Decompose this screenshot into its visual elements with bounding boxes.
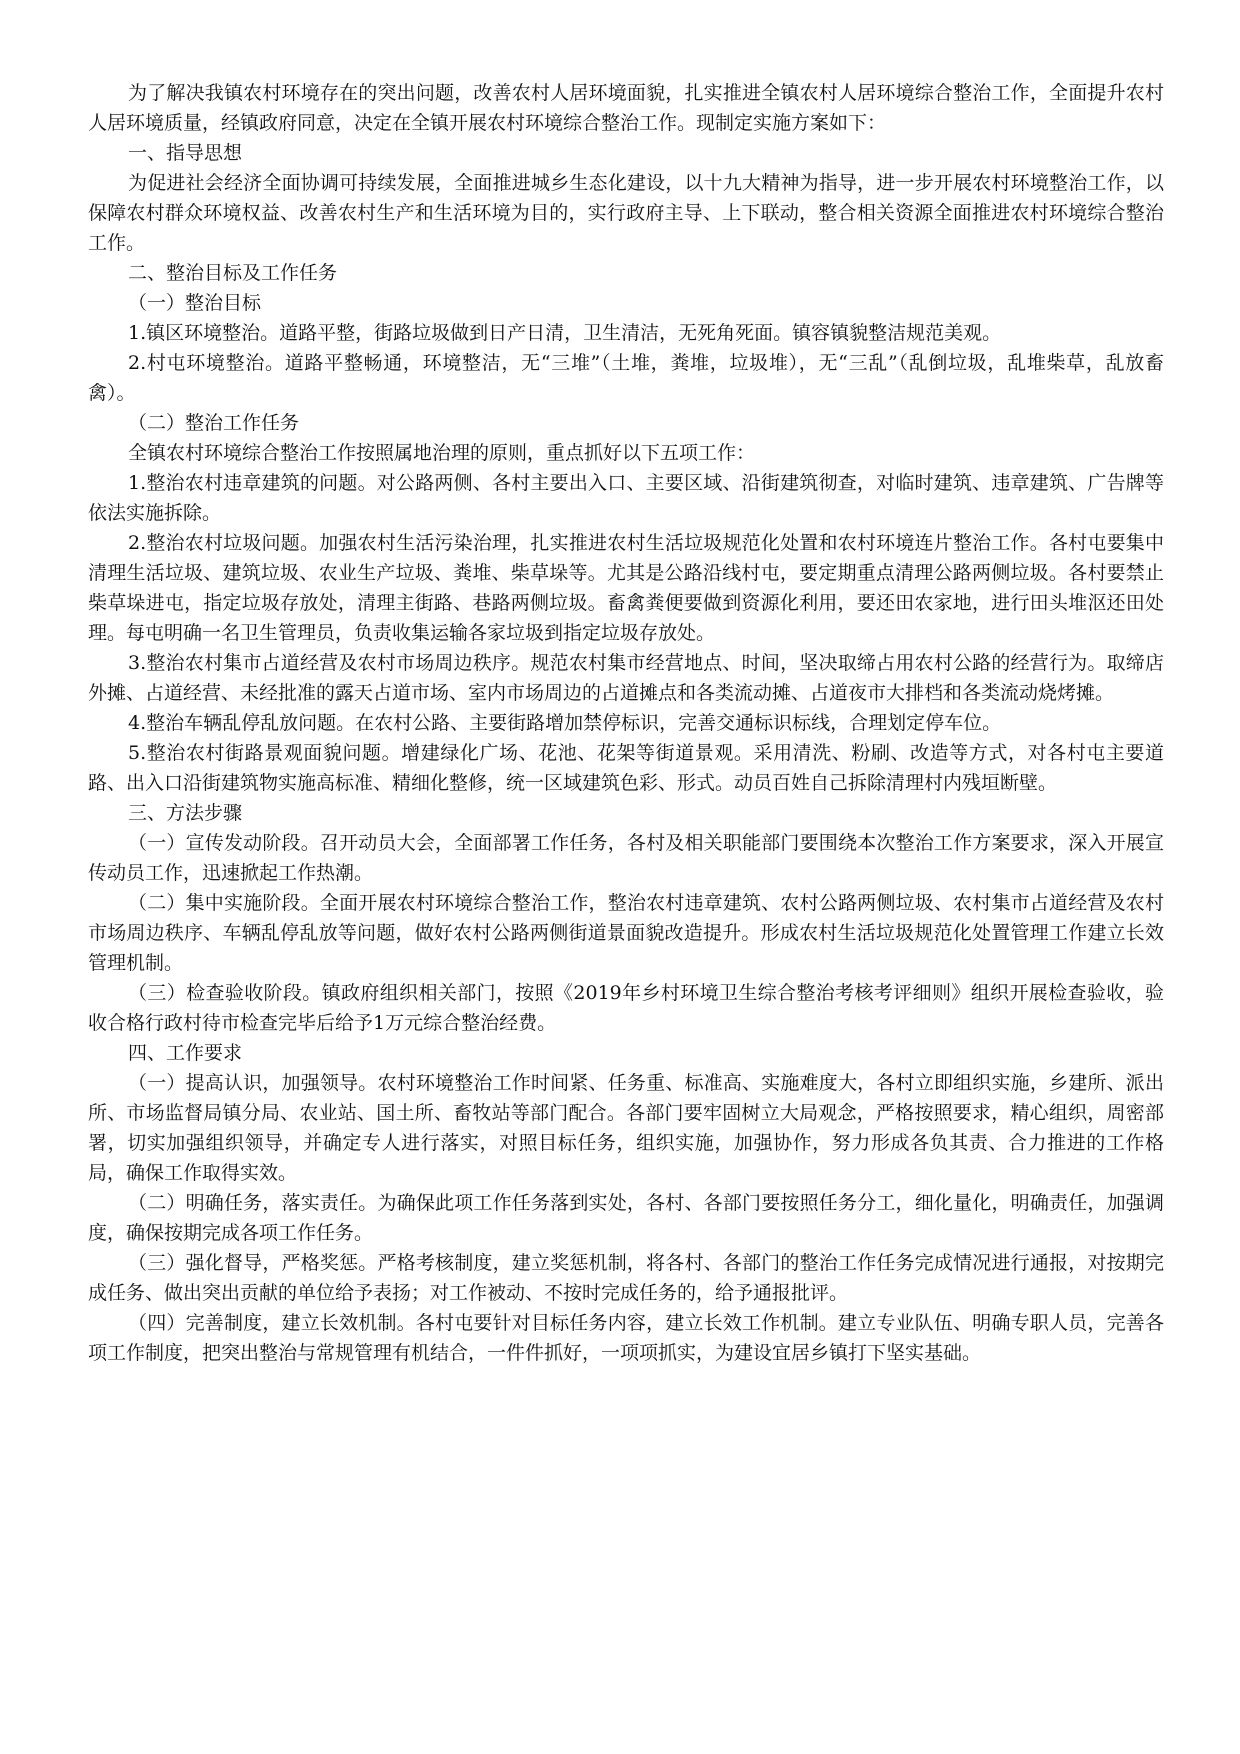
goal-item-town: 1.镇区环境整治。道路平整，街路垃圾做到日产日清，卫生清洁，无死角死面。镇容镇貌整洁规范美观。 xyxy=(128,322,1002,344)
task-item-illegal-buildings: 1.整治农村违章建筑的问题。对公路两侧、各村主要出入口、主要区域、沿街建筑彻查，对临时建筑、违章建筑、广告牌等依法实施拆除。 xyxy=(88,472,1164,524)
goal-item-village: 2.村屯环境整治。道路平整畅通，环境整洁，无“三堆”（土堆，粪堆，垃圾堆），无“三乱”（乱倒垃圾，乱堆柴草，乱放畜禽）。 xyxy=(88,352,1164,404)
section-heading-guiding-ideology: 一、指导思想 xyxy=(128,142,243,164)
task-item-garbage: 2.整治农村垃圾问题。加强农村生活污染治理，扎实推进农村生活垃圾规范化处置和农村环境连片整治工作。各村屯要集中清理生活垃圾、建筑垃圾、农业生产垃圾、粪堆、柴草垛等。尤其是公路沿线村屯，要定期重点清理公路两侧垃圾。各村要禁止柴草垛进屯，指定垃圾存放处，清理主街路、巷路两侧垃圾。畜禽粪便要做到资源化利用，要还田农家地，进行田头堆沤还田处理。每屯明确一名卫生管理员，负责收集运输各家垃圾到指定垃圾存放处。 xyxy=(88,532,1164,644)
task-item-parking: 4.整治车辆乱停乱放问题。在农村公路、主要街路增加禁停标识，完善交通标识标线，合理划定停车位。 xyxy=(128,712,1002,734)
task-item-streetscape: 5.整治农村街路景观面貌问题。增建绿化广场、花池、花架等街道景观。采用清洗、粉刷、改造等方式，对各村屯主要道路、出入口沿街建筑物实施高标准、精细化整修，统一区域建筑色彩、形式。动员百姓自己拆除清理村内残垣断壁。 xyxy=(88,742,1164,794)
guiding-ideology-paragraph: 为促进社会经济全面协调可持续发展，全面推进城乡生态化建设，以十九大精神为指导，进一步开展农村环境整治工作，以保障农村群众环境权益、改善农村生产和生活环境为目的，实行政府主导、上下联动，整合相关资源全面推进农村环境综合整治工作。 xyxy=(88,172,1164,254)
requirement-item-long-term-mechanism: （四）完善制度，建立长效机制。各村屯要针对目标任务内容，建立长效工作机制。建立专业队伍、明确专职人员，完善各项工作制度，把突出整治与常规管理有机结合，一件件抓好，一项项抓实，为建设宜居乡镇打下坚实基础。 xyxy=(88,1312,1164,1364)
section-heading-goals-and-tasks: 二、整治目标及工作任务 xyxy=(128,262,338,284)
document-body xyxy=(88,78,1164,1368)
requirement-item-supervision: （三）强化督导，严格奖惩。严格考核制度，建立奖惩机制，将各村、各部门的整治工作任务完成情况进行通报，对按期完成任务、做出突出贡献的单位给予表扬；对工作被动、不按时完成任务的，给予通报批评。 xyxy=(88,1252,1164,1304)
subheading-goals: （一）整治目标 xyxy=(128,292,262,314)
tasks-intro-paragraph: 全镇农村环境综合整治工作按照属地治理的原则，重点抓好以下五项工作： xyxy=(128,442,756,464)
method-item-implementation: （二）集中实施阶段。全面开展农村环境综合整治工作，整治农村违章建筑、农村公路两侧垃圾、农村集市占道经营及农村市场周边秩序、车辆乱停乱放等问题，做好农村公路两侧街道景面貌改造提升。形成农村生活垃圾规范化处置管理工作建立长效管理机制。 xyxy=(88,892,1164,974)
requirement-item-leadership: （一）提高认识，加强领导。农村环境整治工作时间紧、任务重、标准高、实施难度大，各村立即组织实施，乡建所、派出所、市场监督局镇分局、农业站、国土所、畜牧站等部门配合。各部门要牢固树立大局观念，严格按照要求，精心组织，周密部署，切实加强组织领导，并确定专人进行落实，对照目标任务，组织实施，加强协作，努力形成各负其责、合力推进的工作格局，确保工作取得实效。 xyxy=(88,1072,1164,1184)
method-item-inspection: （三）检查验收阶段。镇政府组织相关部门，按照《2019年乡村环境卫生综合整治考核考评细则》组织开展检查验收，验收合格行政村待市检查完毕后给予1万元综合整治经费。 xyxy=(88,982,1164,1034)
method-item-mobilization: （一）宣传发动阶段。召开动员大会，全面部署工作任务，各村及相关职能部门要围绕本次整治工作方案要求，深入开展宣传动员工作，迅速掀起工作热潮。 xyxy=(88,832,1164,884)
requirement-item-responsibility: （二）明确任务，落实责任。为确保此项工作任务落到实处，各村、各部门要按照任务分工，细化量化，明确责任，加强调度，确保按期完成各项工作任务。 xyxy=(88,1192,1164,1244)
subheading-tasks: （二）整治工作任务 xyxy=(128,412,300,434)
section-heading-requirements: 四、工作要求 xyxy=(128,1042,243,1064)
task-item-market-order: 3.整治农村集市占道经营及农村市场周边秩序。规范农村集市经营地点、时间，坚决取缔占用农村公路的经营行为。取缔店外摊、占道经营、未经批准的露天占道市场、室内市场周边的占道摊点和各类流动摊、占道夜市大排档和各类流动烧烤摊。 xyxy=(88,652,1164,704)
section-heading-methods: 三、方法步骤 xyxy=(128,802,243,824)
intro-paragraph: 为了解决我镇农村环境存在的突出问题，改善农村人居环境面貌，扎实推进全镇农村人居环境综合整治工作，全面提升农村人居环境质量，经镇政府同意，决定在全镇开展农村环境综合整治工作。现制定实施方案如下： xyxy=(88,82,1164,134)
